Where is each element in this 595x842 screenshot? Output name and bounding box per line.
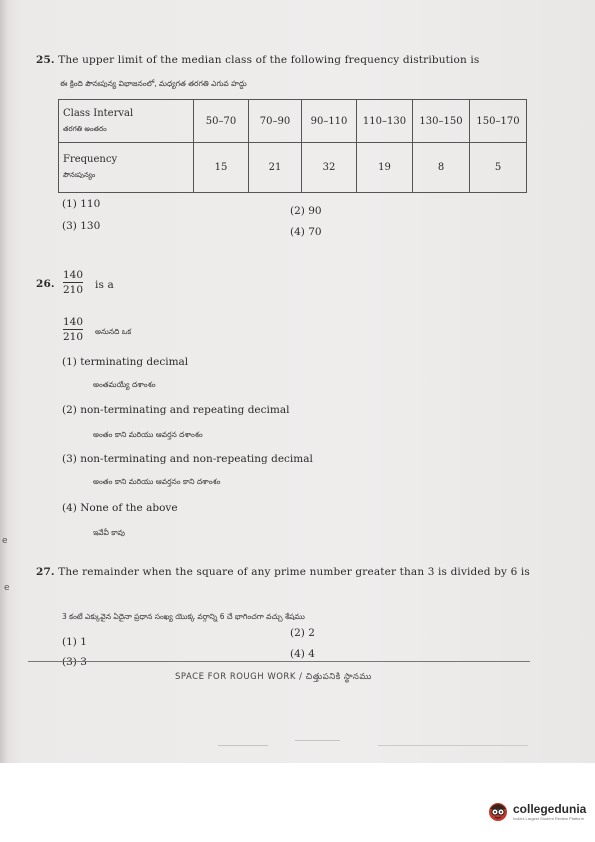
question-25 (36, 53, 536, 67)
option-1[interactable]: (1) terminating decimal (62, 356, 189, 368)
option-2[interactable]: (2) 2 (290, 627, 315, 639)
fraction: 140 210 (63, 269, 84, 296)
option-3[interactable]: (3) 130 (62, 220, 101, 232)
rough-work-scribble (218, 690, 268, 746)
frequency-cell: 5 (470, 143, 527, 193)
frequency-cell: 15 (194, 143, 249, 193)
option-2-telugu: అంతం కాని మరియు ఆవర్తన దశాంశం (93, 430, 203, 439)
frequency-cell: 21 (249, 143, 302, 193)
question-26-number: 26. (36, 278, 55, 290)
option-1[interactable]: (1) 1 (62, 636, 87, 648)
frequency-cell: 32 (302, 143, 357, 193)
margin-mark: e (2, 536, 8, 546)
frequency-cell: 19 (357, 143, 413, 193)
question-27: 27. The remainder when the square of any prime number greater than 3 is divided by 6 is (36, 566, 530, 578)
interval-cell: 50–70 (194, 100, 249, 143)
option-1[interactable]: (1) 110 (62, 198, 101, 210)
question-26-telugu: అనునది ఒక (95, 327, 132, 336)
frequency-header: Frequency పౌనఃపున్యం (59, 143, 194, 193)
option-3[interactable]: (3) 3 (62, 656, 87, 668)
question-text: The upper limit of the median class of the following frequency distribution is (58, 54, 480, 66)
option-2[interactable]: (2) non-terminating and repeating decimal (62, 404, 290, 416)
question-text: is a (95, 279, 114, 291)
interval-cell: 130–150 (413, 100, 470, 143)
question-text: The remainder when the square of any prime number greater than 3 is divided by 6 is (58, 566, 530, 578)
divider (28, 661, 530, 662)
mascot-icon (487, 800, 509, 822)
collegedunia-logo (487, 800, 586, 822)
logo-name: collegedunia (513, 801, 587, 816)
frequency-table (58, 99, 527, 193)
question-25-telugu: ఈ క్రింది పౌనఃపున్య విభాజనంలో, మధ్యగత తరగతి ఎగువ హద్దు (60, 79, 247, 88)
rough-work-scribble (378, 700, 528, 746)
interval-cell: 150–170 (470, 100, 527, 143)
class-interval-header: Class Interval తరగతి అంతరం (59, 100, 194, 143)
rough-work-label: SPACE FOR ROUGH WORK / చిత్తుపనికి స్థానము (175, 672, 372, 682)
margin-mark: e (4, 583, 10, 593)
interval-cell: 110–130 (357, 100, 413, 143)
option-4[interactable]: (4) 4 (290, 648, 315, 660)
frequency-cell: 8 (413, 143, 470, 193)
rough-work-scribble (295, 690, 340, 741)
option-3[interactable]: (3) non-terminating and non-repeating decimal (62, 453, 313, 465)
interval-cell: 70–90 (249, 100, 302, 143)
option-2[interactable]: (2) 90 (290, 205, 322, 217)
logo-tagline: India's Largest Student Review Platform (513, 815, 585, 821)
option-4[interactable]: (4) 70 (290, 226, 322, 238)
question-number: 25. (36, 54, 55, 66)
option-4[interactable]: (4) None of the above (62, 502, 178, 514)
option-4-telugu: ఇవేవీ కావు (93, 528, 125, 537)
option-1-telugu: అంతమయ్యే దశాంశం (93, 380, 156, 389)
interval-cell: 90–110 (302, 100, 357, 143)
option-3-telugu: అంతం కాని మరియు ఆవర్తనం కాని దశాంశం (93, 477, 221, 486)
question-27-telugu: 3 కంటే ఎక్కువైన ఏదైనా ప్రధాన సంఖ్య యొక్క వర్గాన్ని 6 చే భాగించగా వచ్చు శేషము (62, 612, 305, 621)
fraction: 140 210 (63, 316, 84, 343)
